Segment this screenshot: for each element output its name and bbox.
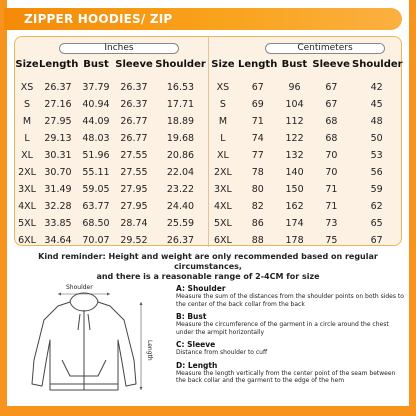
table-cell: 27.95 (44, 116, 72, 127)
table-row (209, 113, 401, 130)
table-row (209, 181, 401, 198)
table-cell: 65 (370, 218, 383, 229)
table-cell: 48.03 (82, 133, 110, 144)
table-cell: 6XL (18, 235, 36, 246)
table-cell: 26.77 (120, 133, 148, 144)
table-cell: 88 (251, 235, 264, 246)
table-cell: 59 (370, 184, 383, 195)
table-cell: 70.07 (82, 235, 110, 246)
table-cell: 68 (325, 116, 338, 127)
table-cell: M (22, 116, 32, 127)
note-description: Measure the circumference of the garment in a circle around the chest under the armpit horizontally (176, 321, 389, 336)
table-cell: 68.50 (82, 218, 110, 229)
kind-reminder-line2: and there is a reasonable range of 2-4CM for size (96, 272, 320, 281)
table-row (209, 198, 401, 215)
table-cell: 4XL (18, 201, 36, 212)
measurement-note (176, 284, 404, 308)
table-cell: 23.22 (166, 184, 195, 195)
table-cell: 51.96 (82, 150, 110, 161)
table-cell: 44.09 (82, 116, 110, 127)
hoodie-outline-icon (14, 280, 153, 402)
table-cell: 75 (325, 235, 338, 246)
table-row (15, 181, 208, 198)
table-row (15, 232, 208, 249)
table-cell: 30.70 (44, 167, 72, 178)
table-cell: 24.40 (166, 201, 195, 212)
table-cell: 31.49 (44, 184, 72, 195)
table-row (209, 215, 401, 232)
table-cell: 33.85 (44, 218, 72, 229)
table-cell: S (23, 99, 31, 110)
table-cell: 55.11 (82, 167, 110, 178)
table-cell: 17.71 (166, 99, 195, 110)
centimeters-table (208, 37, 401, 247)
page-title: ZIPPER HOODIES/ ZIP (4, 8, 402, 30)
table-cell: L (24, 133, 30, 144)
table-cell: 29.13 (44, 133, 72, 144)
table-cell: 19.68 (166, 133, 195, 144)
inches-rows (15, 79, 208, 249)
table-cell: 26.37 (120, 82, 148, 93)
table-cell: 96 (288, 82, 301, 93)
table-cell: 26.37 (120, 99, 148, 110)
table-row (15, 215, 208, 232)
table-cell: 48 (370, 116, 383, 127)
table-cell: 162 (285, 201, 304, 212)
table-cell: 40.94 (82, 99, 110, 110)
note-title: A: Shoulder (176, 284, 226, 293)
diagram-shoulder-label: Shoulder (66, 284, 93, 291)
table-cell: 122 (285, 133, 304, 144)
table-cell: 34.64 (44, 235, 72, 246)
measurement-note (176, 340, 404, 357)
table-cell: 26.37 (166, 235, 195, 246)
table-cell: M (218, 116, 228, 127)
centimeters-rows (209, 79, 401, 249)
table-row (209, 164, 401, 181)
inches-col-header-length: Length (39, 59, 79, 70)
table-cell: 78 (251, 167, 264, 178)
inches-column-headers (15, 57, 208, 73)
measurement-notes (176, 284, 404, 389)
measurement-note (176, 312, 404, 336)
table-row (15, 130, 208, 147)
table-cell: 27.55 (120, 167, 148, 178)
table-row (15, 113, 208, 130)
table-cell: 59.05 (82, 184, 110, 195)
table-cell: 45 (370, 99, 383, 110)
table-row (15, 79, 208, 96)
centimeters-column-headers (209, 57, 401, 73)
table-cell: 67 (325, 82, 338, 93)
table-cell: 82 (251, 201, 264, 212)
table-cell: 28.74 (120, 218, 148, 229)
note-title: C: Sleeve (176, 340, 216, 349)
table-cell: 70 (325, 167, 338, 178)
table-cell: 29.52 (120, 235, 148, 246)
table-cell: 3XL (18, 184, 36, 195)
table-cell: L (220, 133, 226, 144)
kind-reminder-line1: Kind reminder: Height and weight are only recommended based on regular circumstances, (38, 252, 378, 271)
table-cell: 178 (285, 235, 304, 246)
inches-col-header-bust: Bust (83, 59, 109, 70)
hoodie-diagram (14, 280, 153, 402)
centimeters-group-header: Centimeters (265, 43, 385, 54)
table-row (209, 147, 401, 164)
top-strip (0, 0, 416, 8)
table-cell: 71 (251, 116, 264, 127)
table-cell: 80 (251, 184, 264, 195)
table-cell: 3XL (214, 184, 232, 195)
hoodie-outline (32, 293, 136, 390)
centimeters-col-header-length: Length (237, 59, 278, 70)
table-row (209, 79, 401, 96)
table-cell: 140 (285, 167, 304, 178)
table-cell: 26.77 (120, 116, 148, 127)
table-row (209, 130, 401, 147)
note-description: Measure the length vertically from the center point of the seam between the back collar and the garment to the edge of the hem (176, 369, 396, 384)
table-cell: 71 (325, 201, 338, 212)
note-description: Measure the sum of the distances from the shoulder points on both sides to the center of the back collar from the back (176, 293, 404, 308)
table-cell: 77 (251, 150, 264, 161)
centimeters-col-header-size: Size (211, 59, 235, 70)
table-cell: 25.59 (166, 218, 195, 229)
table-cell: 5XL (214, 218, 232, 229)
note-title: D: Length (176, 360, 218, 370)
table-cell: 53 (370, 150, 383, 161)
table-row (15, 198, 208, 215)
table-cell: 2XL (214, 167, 232, 178)
table-cell: 69 (251, 99, 264, 110)
inches-table (15, 37, 208, 247)
table-cell: 174 (285, 218, 304, 229)
measurement-note (176, 361, 404, 385)
table-cell: 70 (325, 150, 338, 161)
inches-group-header: Inches (59, 43, 179, 54)
centimeters-col-header-bust: Bust (281, 59, 308, 70)
table-cell: 56 (370, 167, 383, 178)
table-cell: 67 (251, 82, 264, 93)
table-cell: 32.28 (44, 201, 72, 212)
table-cell: 74 (251, 133, 264, 144)
inches-col-header-size: Size (15, 59, 39, 70)
table-cell: 150 (285, 184, 304, 195)
table-cell: 62 (370, 201, 383, 212)
table-row (15, 147, 208, 164)
note-description: Distance from shoulder to cuff (176, 349, 268, 356)
table-cell: XL (21, 150, 33, 161)
table-cell: 37.79 (82, 82, 110, 93)
table-cell: 67 (325, 99, 338, 110)
table-cell: 104 (285, 99, 304, 110)
table-cell: 20.86 (166, 150, 195, 161)
table-cell: S (219, 99, 226, 110)
table-cell: 16.53 (166, 82, 195, 93)
table-row (209, 96, 401, 113)
table-cell: 42 (370, 82, 383, 93)
table-cell: 112 (285, 116, 304, 127)
diagram-length-label: Length (146, 340, 153, 361)
table-cell: 71 (325, 184, 338, 195)
table-row (15, 96, 208, 113)
table-cell: 18.89 (166, 116, 195, 127)
table-row (209, 232, 401, 249)
table-cell: 63.77 (82, 201, 110, 212)
inches-col-header-sleeve: Sleeve (115, 59, 153, 70)
table-cell: 67 (370, 235, 383, 246)
size-table (14, 36, 402, 246)
table-cell: 22.04 (166, 167, 195, 178)
table-cell: 26.37 (44, 82, 72, 93)
table-cell: 50 (370, 133, 383, 144)
table-cell: 73 (325, 218, 338, 229)
table-cell: 27.55 (120, 150, 148, 161)
table-row (15, 164, 208, 181)
centimeters-col-header-sleeve: Sleeve (312, 59, 350, 70)
table-cell: 68 (325, 133, 338, 144)
table-cell: 86 (251, 218, 264, 229)
table-cell: 4XL (214, 201, 232, 212)
table-cell: XL (217, 150, 229, 161)
table-cell: 27.95 (120, 201, 148, 212)
table-cell: XS (216, 82, 230, 93)
centimeters-col-header-shoulder: Shoulder (352, 59, 403, 70)
table-cell: 132 (285, 150, 304, 161)
kind-reminder (14, 252, 402, 282)
inches-col-header-shoulder: Shoulder (155, 59, 206, 70)
table-cell: 27.95 (120, 184, 148, 195)
table-cell: 2XL (18, 167, 36, 178)
note-title: B: Bust (176, 312, 207, 321)
table-cell: 27.16 (44, 99, 72, 110)
table-cell: XS (20, 82, 34, 93)
table-cell: 6XL (214, 235, 232, 246)
table-cell: 30.31 (44, 150, 72, 161)
table-cell: 5XL (18, 218, 36, 229)
